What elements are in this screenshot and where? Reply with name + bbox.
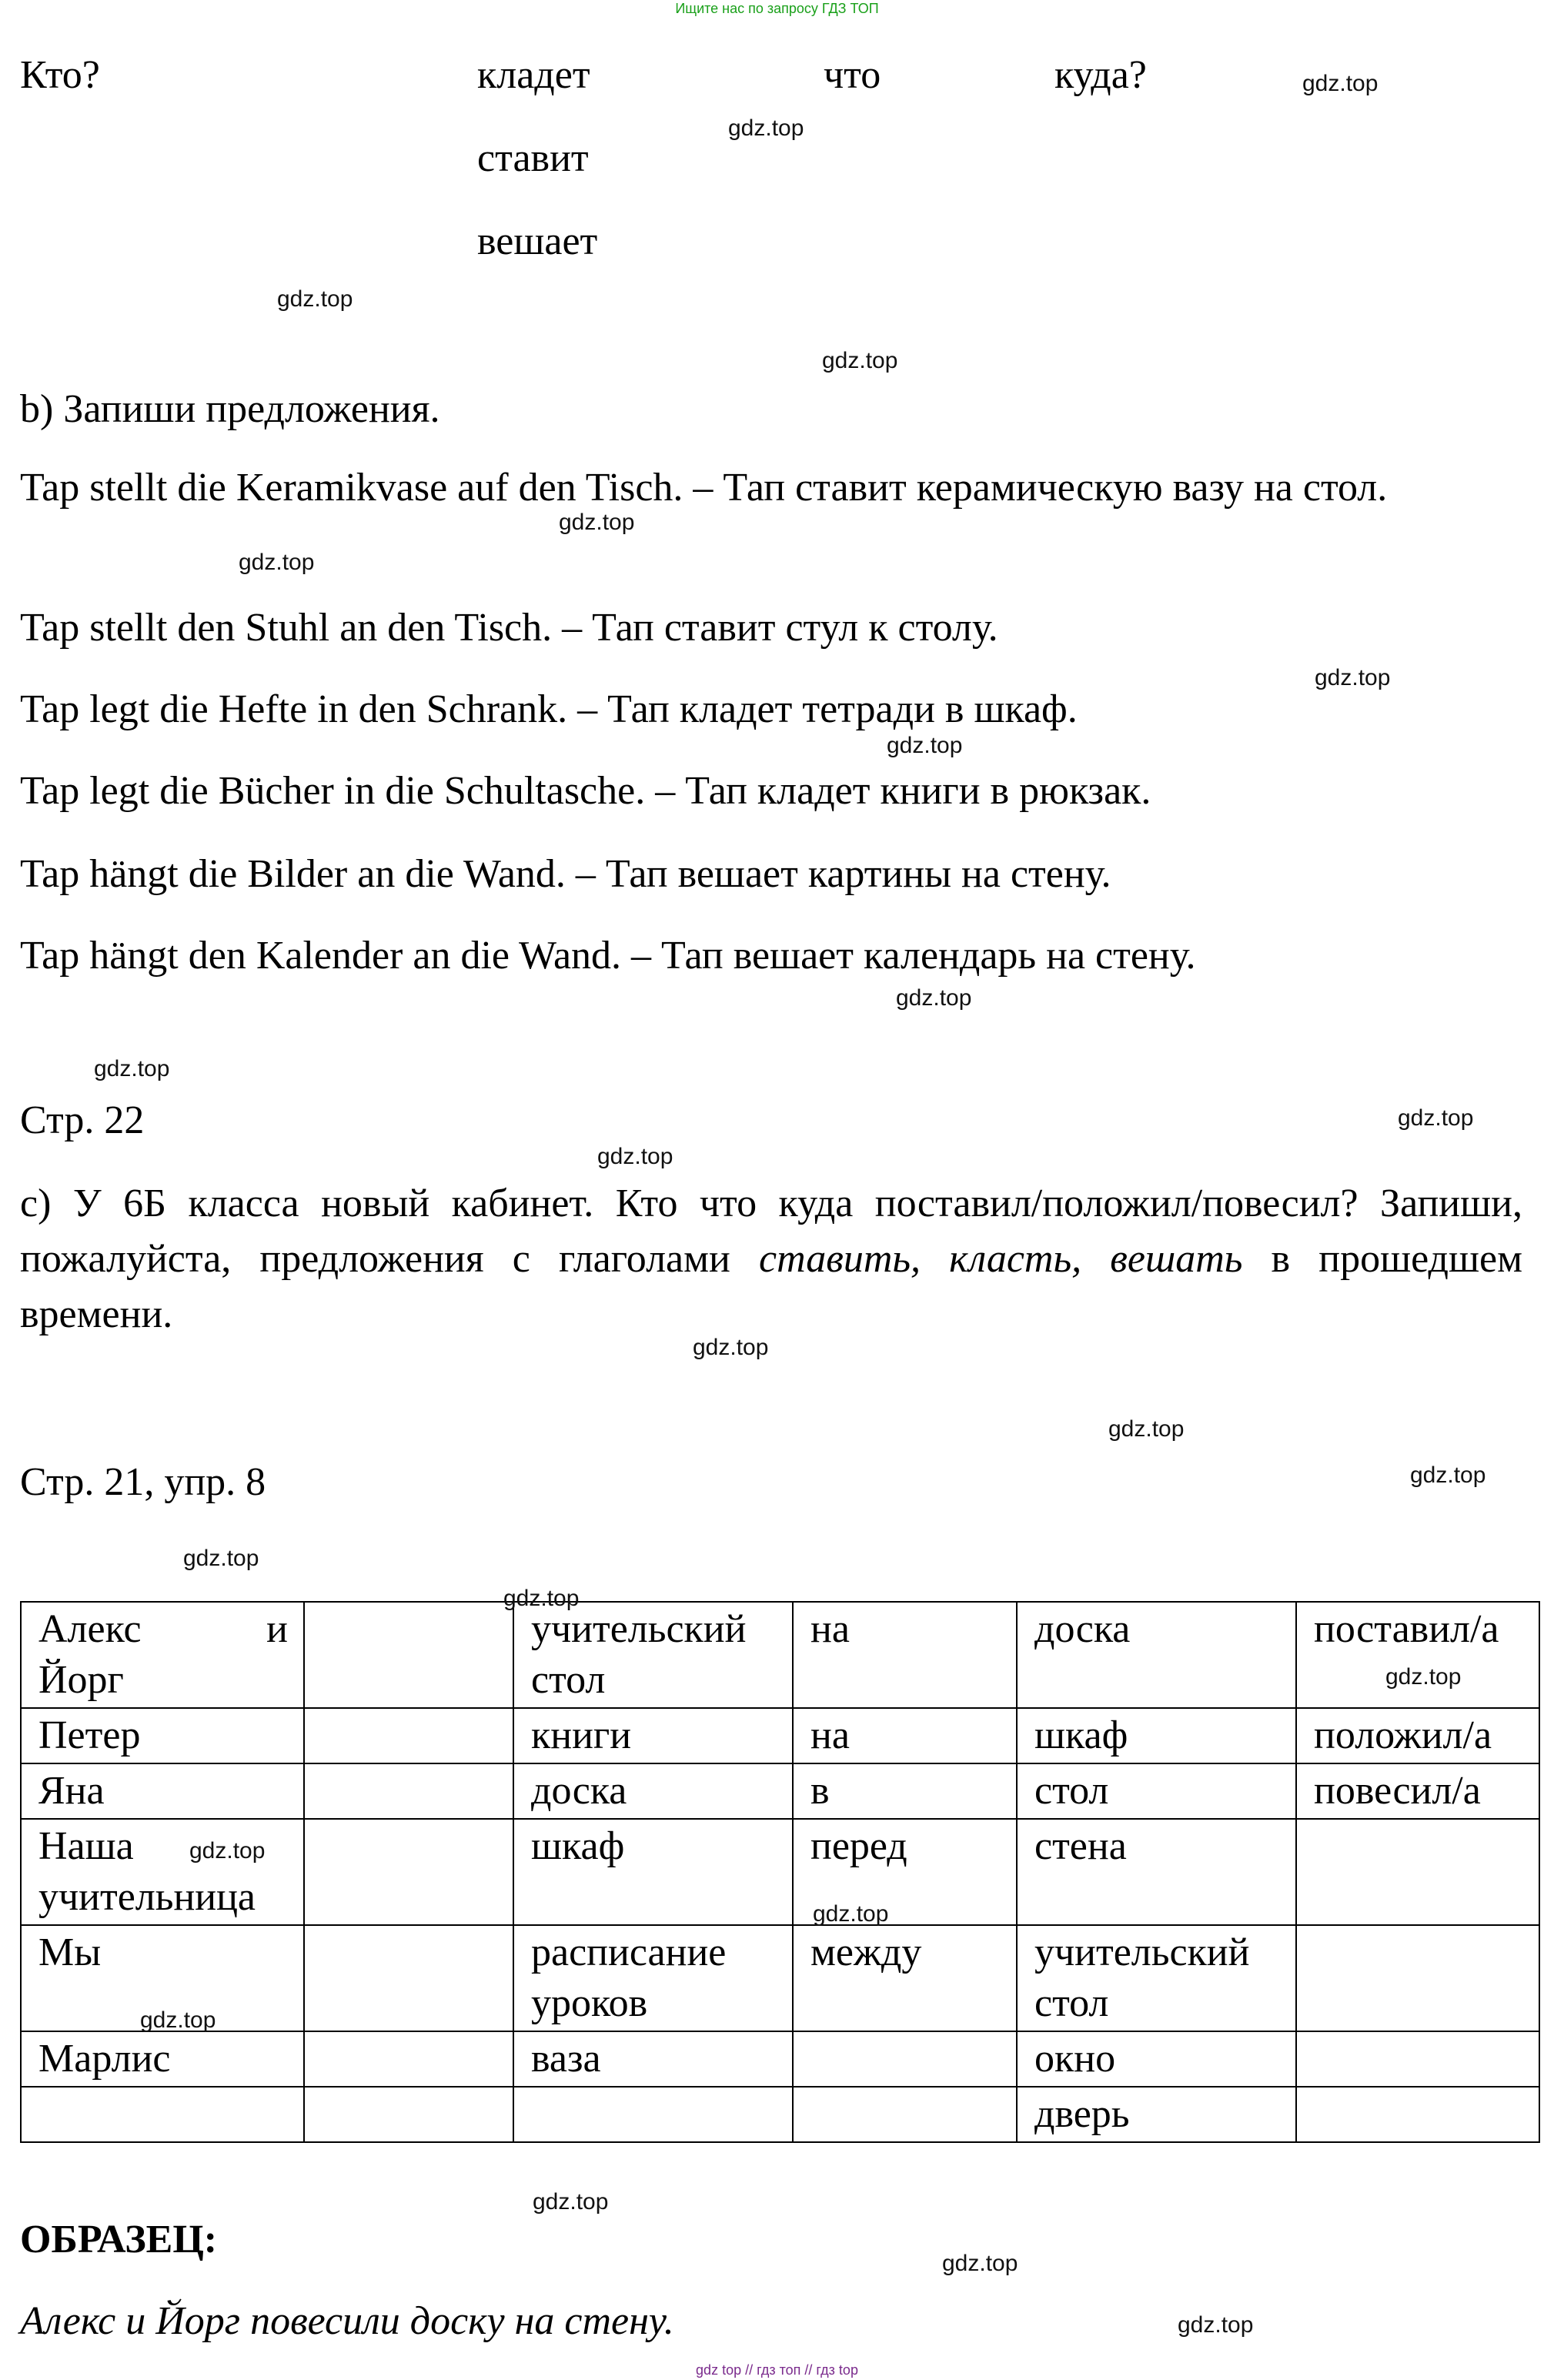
- task-c-text: [20, 1176, 1522, 1342]
- watermark: gdz.top: [1178, 2312, 1254, 2338]
- task-b-heading: b) Запиши предложения.: [20, 387, 440, 431]
- watermark: gdz.top: [559, 510, 635, 535]
- table-cell: расписание уроков: [513, 1925, 793, 2031]
- watermark: gdz.top: [896, 985, 972, 1011]
- page-ref-21: Стр. 21, упр. 8: [20, 1460, 266, 1504]
- header-who: Кто?: [20, 53, 100, 97]
- table-cell: [304, 1819, 513, 1925]
- table-cell: доска: [513, 1763, 793, 1819]
- watermark: gdz.top: [813, 1901, 889, 1927]
- header-verb-kladet: кладет: [477, 53, 590, 97]
- bottom-banner: gdz top // гдз топ // гдз top: [696, 2362, 858, 2378]
- table-cell: на: [793, 1708, 1017, 1763]
- table-cell: [793, 2087, 1017, 2142]
- table-row: [21, 1819, 1539, 1925]
- sentence-1: Tap stellt die Keramikvase auf den Tisch. – Тап ставит керамическую вазу на стол.: [20, 466, 1388, 510]
- watermark: gdz.top: [1108, 1416, 1185, 1442]
- watermark: gdz.top: [597, 1144, 673, 1169]
- sentence-3: Tap legt die Hefte in den Schrank. – Тап кладет тетради в шкаф.: [20, 687, 1078, 731]
- table-cell: учительский стол: [1017, 1925, 1296, 2031]
- table-cell: доска: [1017, 1602, 1296, 1708]
- watermark: gdz.top: [822, 348, 898, 373]
- table-row: [21, 2031, 1539, 2087]
- table-cell: Яна: [21, 1763, 304, 1819]
- watermark: gdz.top: [1410, 1462, 1486, 1488]
- table-cell: [304, 2031, 513, 2087]
- table-cell: [304, 1708, 513, 1763]
- sample-heading-text: ОБРАЗЕЦ:: [20, 2218, 218, 2261]
- watermark: gdz.top: [189, 1838, 266, 1864]
- table-cell: Алекс и Йорг: [21, 1602, 304, 1708]
- table-row: [21, 1708, 1539, 1763]
- table-cell: Марлис: [21, 2031, 304, 2087]
- watermark: gdz.top: [94, 1056, 170, 1081]
- watermark: gdz.top: [693, 1335, 769, 1360]
- table-cell: шкаф: [513, 1819, 793, 1925]
- table-cell: [1296, 1819, 1539, 1925]
- table-row: [21, 2087, 1539, 2142]
- watermark: gdz.top: [942, 2251, 1018, 2276]
- table-cell: ваза: [513, 2031, 793, 2087]
- words-table: [20, 1601, 1540, 2143]
- table-cell: [1296, 2031, 1539, 2087]
- table-cell: окно: [1017, 2031, 1296, 2087]
- table-cell: на: [793, 1602, 1017, 1708]
- table-cell: [304, 1763, 513, 1819]
- task-c-text-after: в прошедшем времени.: [20, 1237, 1522, 1336]
- table-cell: [793, 2031, 1017, 2087]
- table-cell: повесил/а: [1296, 1763, 1539, 1819]
- table-cell: [304, 1602, 513, 1708]
- table-cell: учительский стол: [513, 1602, 793, 1708]
- table-row: [21, 1602, 1539, 1708]
- header-verb-veshaet: вешает: [477, 219, 598, 263]
- table-cell: Петер: [21, 1708, 304, 1763]
- table-cell: [304, 2087, 513, 2142]
- watermark: gdz.top: [728, 115, 804, 141]
- sentence-2: Tap stellt den Stuhl an den Tisch. – Тап ставит стул к столу.: [20, 606, 998, 650]
- table-cell: поставил/а: [1296, 1602, 1539, 1708]
- table-cell: [304, 1925, 513, 2031]
- watermark: gdz.top: [277, 286, 353, 312]
- table-cell: [1296, 1925, 1539, 2031]
- sample-text-italic: Алекс и Йорг повесили доску на стену.: [20, 2299, 674, 2343]
- watermark: gdz.top: [1315, 665, 1391, 690]
- watermark: gdz.top: [887, 733, 963, 758]
- table-cell: Мы: [21, 1925, 304, 2031]
- table-cell: положил/а: [1296, 1708, 1539, 1763]
- sentence-4: Tap legt die Bücher in die Schultasche. – Тап кладет книги в рюкзак.: [20, 769, 1151, 813]
- table-cell: стена: [1017, 1819, 1296, 1925]
- table-cell: книги: [513, 1708, 793, 1763]
- watermark: gdz.top: [503, 1586, 580, 1611]
- watermark: gdz.top: [1302, 71, 1379, 96]
- table-cell: [513, 2087, 793, 2142]
- header-what: что: [824, 53, 881, 97]
- watermark: gdz.top: [1398, 1105, 1474, 1131]
- table-cell: перед: [793, 1819, 1017, 1925]
- task-c-verbs: ставить, класть, вешать: [758, 1237, 1243, 1281]
- table-cell: [1296, 2087, 1539, 2142]
- watermark: gdz.top: [533, 2189, 609, 2215]
- table-cell: между: [793, 1925, 1017, 2031]
- watermark: gdz.top: [183, 1546, 259, 1571]
- header-where: куда?: [1054, 53, 1147, 97]
- table-cell: дверь: [1017, 2087, 1296, 2142]
- table-cell: в: [793, 1763, 1017, 1819]
- table-row: [21, 1763, 1539, 1819]
- watermark: gdz.top: [1385, 1664, 1462, 1690]
- table-cell: Наша учительница: [21, 1819, 304, 1925]
- top-banner: Ищите нас по запросу ГДЗ ТОП: [675, 1, 879, 16]
- sample-text: [20, 2294, 1522, 2349]
- watermark: gdz.top: [140, 2007, 216, 2033]
- page-ref-22: Стр. 22: [20, 1098, 145, 1142]
- table-cell: шкаф: [1017, 1708, 1296, 1763]
- sentence-5: Tap hängt die Bilder an die Wand. – Тап вешает картины на стену.: [20, 852, 1111, 896]
- sample-heading: [20, 2212, 1522, 2268]
- sentence-6: Tap hängt den Kalender an die Wand. – Тап вешает календарь на стену.: [20, 934, 1196, 978]
- table-row: [21, 1925, 1539, 2031]
- task-c-text-before: c) У 6Б класса новый кабинет. Кто что куда поставил/положил/повесил? Запиши, пожалуйста, предложения с глаголами: [20, 1182, 1522, 1281]
- header-verb-stavit: ставит: [477, 136, 589, 180]
- watermark: gdz.top: [239, 550, 315, 575]
- table-cell: [21, 2087, 304, 2142]
- table-cell: стол: [1017, 1763, 1296, 1819]
